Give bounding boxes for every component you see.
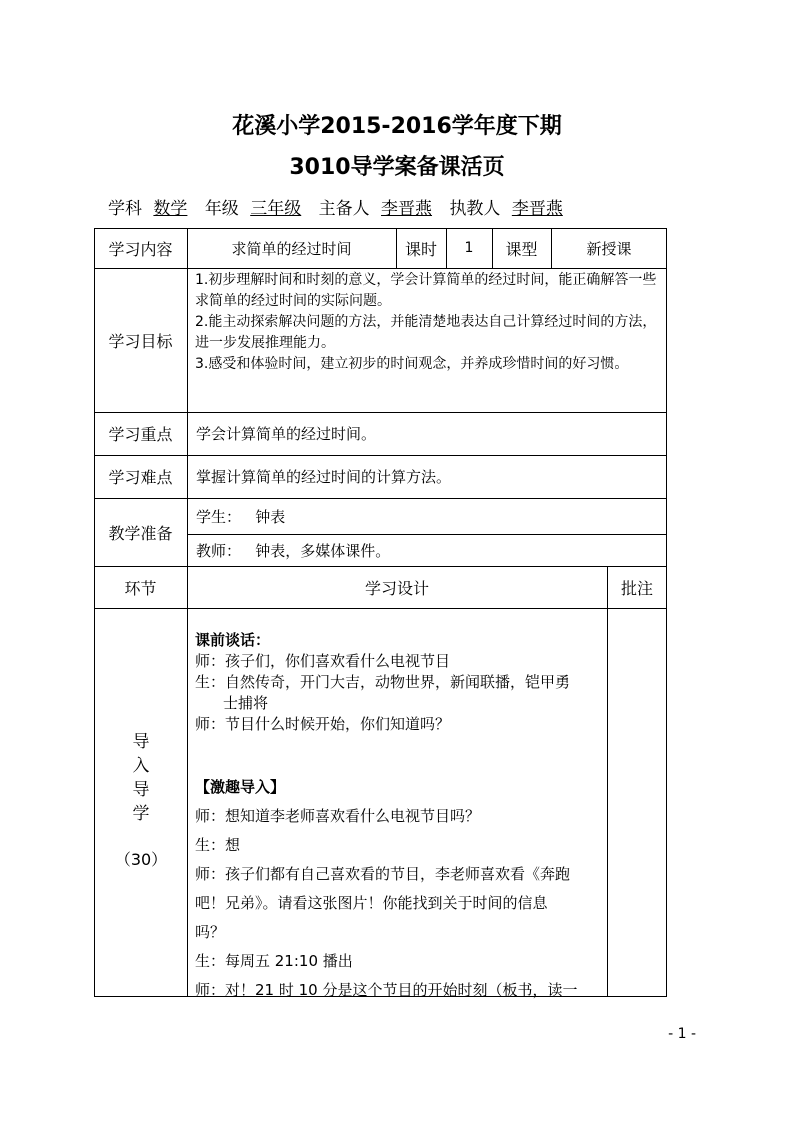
period-value: 1 bbox=[464, 240, 474, 256]
key-points-label: 学习重点 bbox=[108, 425, 173, 444]
table-divider bbox=[187, 228, 188, 997]
teacher-label: 执教人 bbox=[449, 199, 501, 219]
preparer-label: 主备人 bbox=[318, 199, 370, 219]
meta-line bbox=[108, 194, 569, 219]
teacher-value: 李晋燕 bbox=[511, 199, 563, 219]
objective-item: 2.能主动探索解决问题的方法，并能清楚地表达自己计算经过时间的方法，进一步发展推理能力。 bbox=[195, 314, 657, 351]
period-label: 课时 bbox=[404, 239, 437, 259]
stage-char: 学 bbox=[132, 804, 150, 824]
objectives-text bbox=[195, 270, 665, 375]
dialogue-line: 师：节目什么时候开始，你们知道吗？ bbox=[195, 715, 451, 733]
table-divider bbox=[607, 566, 608, 997]
dialogue-line: 生：每周五 21:10 播出 bbox=[195, 952, 353, 970]
page-title: 花溪小学2015-2016学年度下期 bbox=[232, 114, 562, 139]
grade-label: 年级 bbox=[204, 199, 239, 219]
stage-minutes: （30） bbox=[114, 850, 168, 869]
type-label: 课型 bbox=[505, 239, 538, 259]
dialogue-line: 生：想 bbox=[195, 836, 241, 854]
grade-value: 三年级 bbox=[250, 199, 302, 219]
dialogue-line: 士捕将 bbox=[223, 694, 269, 712]
preparation-teacher: 教师： 钟表，多媒体课件。 bbox=[196, 541, 391, 560]
content-value: 求简单的经过时间 bbox=[231, 239, 352, 258]
dialogue-line: 师：孩子们，你们喜欢看什么电视节目 bbox=[195, 652, 451, 670]
dialogue-line: 生：自然传奇，开门大吉，动物世界，新闻联播，铠甲勇 bbox=[195, 673, 571, 691]
page-number: - 1 - bbox=[668, 1026, 696, 1042]
difficulties-label: 学习难点 bbox=[108, 468, 173, 487]
section-title: 【激趣导入】 bbox=[195, 778, 286, 796]
stage-char: 导 bbox=[132, 780, 150, 800]
pre-talk-title: 课前谈话： bbox=[195, 631, 271, 649]
difficulties-value: 掌握计算简单的经过时间的计算方法。 bbox=[196, 468, 452, 486]
page-subtitle: 3010导学案备课活页 bbox=[289, 155, 505, 180]
objective-item: 1.初步理解时间和时刻的意义，学会计算简单的经过时间，能正确解答一些求简单的经过时间的实际问题。 bbox=[195, 272, 657, 309]
key-points-value: 学会计算简单的经过时间。 bbox=[196, 425, 377, 443]
table-divider bbox=[94, 608, 667, 609]
design-content bbox=[195, 630, 603, 1001]
stage-char: 导 bbox=[132, 732, 150, 752]
stage-char: 入 bbox=[132, 756, 150, 776]
objectives-label: 学习目标 bbox=[108, 331, 173, 351]
dialogue-line: 吧！兄弟》。请看这张图片！你能找到关于时间的信息 bbox=[195, 894, 548, 912]
objective-item: 3.感受和体验时间，建立初步的时间观念，并养成珍惜时间的好习惯。 bbox=[195, 356, 629, 372]
stage-header: 环节 bbox=[124, 578, 157, 598]
preparer-value: 李晋燕 bbox=[381, 199, 433, 219]
subject-value: 数学 bbox=[153, 199, 188, 219]
stage-name bbox=[95, 730, 187, 872]
dialogue-line: 师：想知道李老师喜欢看什么电视节目吗？ bbox=[195, 807, 481, 825]
dialogue-line: 吗？ bbox=[195, 923, 226, 941]
type-value: 新授课 bbox=[586, 239, 632, 258]
dialogue-line: 师：孩子们都有自己喜欢看的节目，李老师喜欢看《奔跑 bbox=[195, 865, 571, 883]
preparation-student: 学生： 钟表 bbox=[196, 507, 286, 526]
dialogue-line: 师：对！21 时 10 分是这个节目的开始时刻（板书，读一 bbox=[195, 981, 578, 999]
preparation-label: 教学准备 bbox=[108, 523, 173, 543]
design-header: 学习设计 bbox=[364, 578, 429, 598]
subject-label: 学科 bbox=[108, 199, 142, 219]
content-label: 学习内容 bbox=[108, 239, 173, 259]
notes-header: 批注 bbox=[620, 578, 653, 598]
